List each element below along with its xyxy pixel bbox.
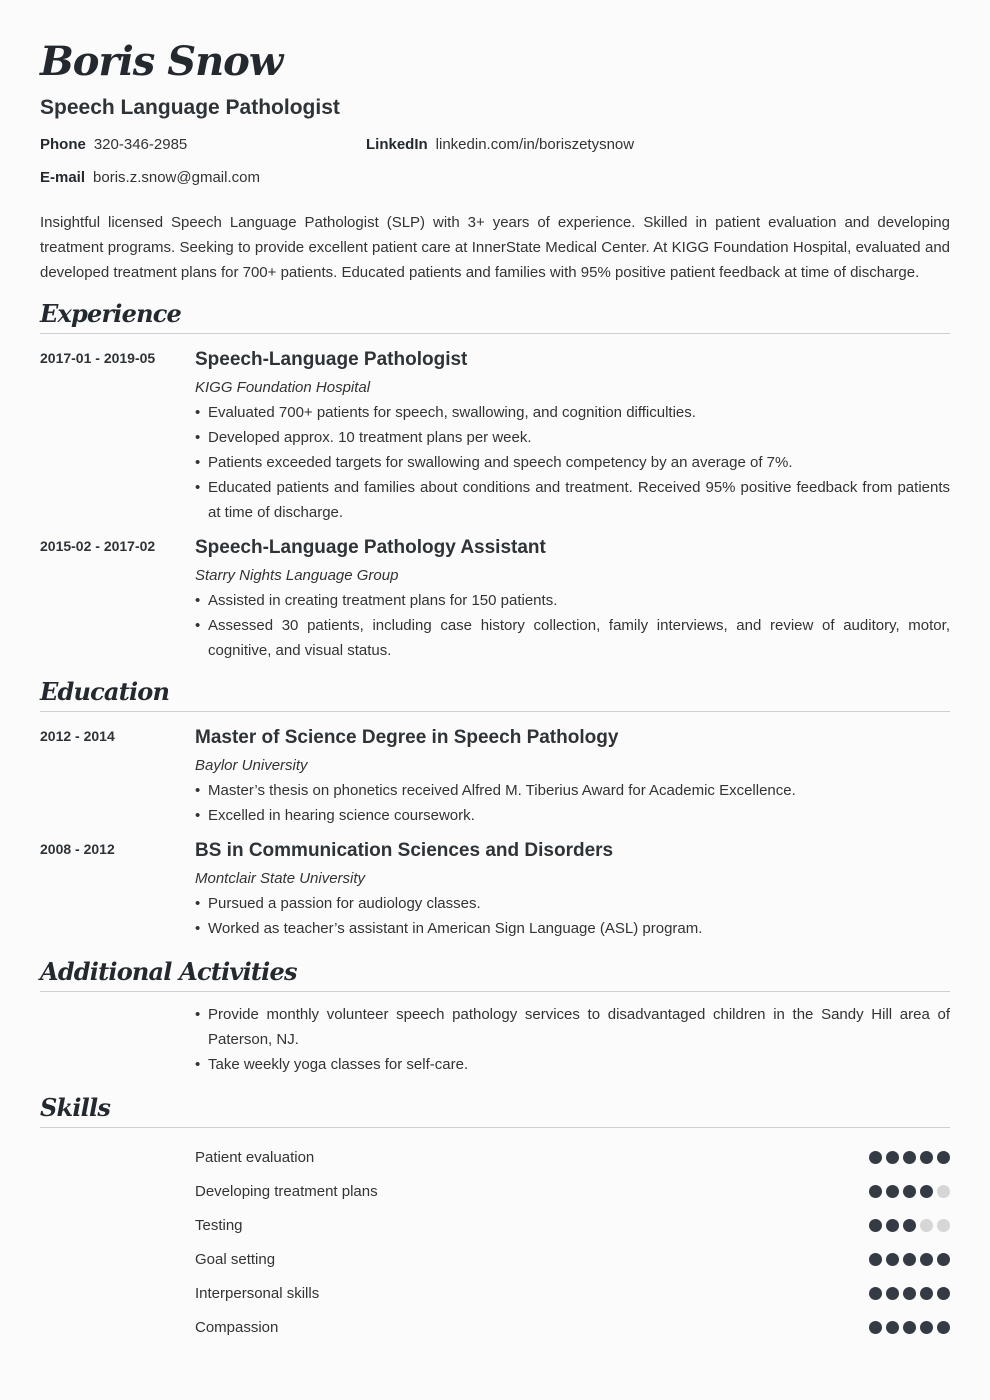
- entry-date: 2017-01 - 2019-05: [40, 350, 156, 366]
- rating-dot-filled: [937, 1151, 950, 1164]
- skill-name: Goal setting: [195, 1250, 276, 1268]
- skill-row: [195, 1208, 950, 1242]
- rating-dot-filled: [903, 1151, 916, 1164]
- bullet-item: • Assisted in creating treatment plans for 150 patients.: [195, 588, 950, 613]
- bullet-item: • Developed approx. 10 treatment plans per week.: [195, 425, 950, 450]
- activities-entry: [40, 1002, 950, 1077]
- entry-date: 2008 - 2012: [40, 841, 115, 857]
- skill-row: [195, 1174, 950, 1208]
- rating-dot-filled: [869, 1321, 882, 1334]
- candidate-name: Boris Snow: [40, 38, 283, 85]
- skill-row: [195, 1242, 950, 1276]
- rating-dot-filled: [886, 1287, 899, 1300]
- skill-name: Testing: [195, 1216, 243, 1234]
- contact-email: [40, 169, 260, 186]
- resume-page: [40, 0, 950, 1344]
- rating-dot-filled: [920, 1185, 933, 1198]
- education-section: [40, 677, 950, 941]
- contact-phone: [40, 136, 187, 153]
- entry-school: Baylor University: [195, 757, 308, 774]
- skill-name: Patient evaluation: [195, 1148, 315, 1166]
- rating-dot-filled: [886, 1219, 899, 1232]
- rating-dot-filled: [903, 1321, 916, 1334]
- job-title: Speech Language Pathologist: [40, 96, 340, 119]
- experience-entry: [40, 346, 950, 525]
- phone-value[interactable]: 320-346-2985: [93, 136, 188, 153]
- section-title-activities: Additional Activities: [40, 957, 297, 986]
- rating-dot-filled: [920, 1321, 933, 1334]
- skill-name: Compassion: [195, 1318, 279, 1336]
- experience-section: [40, 299, 950, 663]
- section-divider: [40, 1127, 950, 1128]
- rating-dot-filled: [937, 1321, 950, 1334]
- bullet-item: • Provide monthly volunteer speech pathology services to disadvantaged children in the Sandy Hill area of Paterson, NJ.: [195, 1002, 950, 1052]
- activities-bullets: [195, 1002, 950, 1077]
- entry-bullets: [195, 588, 950, 663]
- rating-dot-filled: [920, 1151, 933, 1164]
- skill-row: [195, 1310, 950, 1344]
- skill-name: Developing treatment plans: [195, 1182, 378, 1200]
- linkedin-label: LinkedIn: [366, 136, 428, 153]
- entry-organization: Starry Nights Language Group: [195, 567, 399, 584]
- entry-bullets: [195, 891, 950, 941]
- rating-dot-empty: [937, 1219, 950, 1232]
- education-list: [40, 724, 950, 941]
- entry-date: 2015-02 - 2017-02: [40, 538, 156, 554]
- entry-role: Speech-Language Pathology Assistant: [195, 537, 546, 558]
- bullet-item: • Assessed 30 patients, including case history collection, family interviews, and review of auditory, motor, cognitive, and visual status.: [195, 613, 950, 663]
- entry-school: Montclair State University: [195, 870, 366, 887]
- rating-dot-filled: [903, 1287, 916, 1300]
- rating-dot-filled: [903, 1185, 916, 1198]
- rating-dot-filled: [937, 1253, 950, 1266]
- entry-bullets: [195, 400, 950, 525]
- rating-dot-empty: [937, 1185, 950, 1198]
- experience-list: [40, 346, 950, 663]
- skill-rating: [869, 1321, 950, 1334]
- contact-info: [40, 136, 950, 202]
- entry-organization: KIGG Foundation Hospital: [195, 379, 371, 396]
- rating-dot-filled: [886, 1185, 899, 1198]
- bullet-item: • Evaluated 700+ patients for speech, swallowing, and cognition difficulties.: [195, 400, 950, 425]
- skills-list: [40, 1140, 950, 1344]
- rating-dot-filled: [920, 1287, 933, 1300]
- entry-role: Speech-Language Pathologist: [195, 349, 468, 370]
- email-label: E-mail: [40, 169, 86, 186]
- profile-summary: Insightful licensed Speech Language Pathologist (SLP) with 3+ years of experience. Skilled in patient evaluation and developing treatment programs. Seeking to provide excellent patient care at InnerState Medical Center. At KIGG Foundation Hospital, evaluated and developed treatment plans for 700+ patients. Educated patients and families with 95% positive patient feedback at time of discharge.: [40, 214, 950, 281]
- rating-dot-filled: [903, 1219, 916, 1232]
- section-title-experience: Experience: [40, 299, 182, 328]
- rating-dot-filled: [869, 1253, 882, 1266]
- phone-label: Phone: [40, 136, 86, 153]
- contact-linkedin: [366, 136, 634, 153]
- entry-degree: Master of Science Degree in Speech Pathology: [195, 727, 619, 748]
- section-divider: [40, 991, 950, 992]
- section-divider: [40, 711, 950, 712]
- skill-row: [195, 1140, 950, 1174]
- skills-section: [40, 1093, 950, 1344]
- education-entry: [40, 837, 950, 941]
- rating-dot-filled: [869, 1185, 882, 1198]
- skill-rating: [869, 1253, 950, 1266]
- section-title-skills: Skills: [40, 1093, 111, 1122]
- section-title-education: Education: [40, 677, 170, 706]
- bullet-item: • Master’s thesis on phonetics received Alfred M. Tiberius Award for Academic Excellence.: [195, 778, 950, 803]
- rating-dot-empty: [920, 1219, 933, 1232]
- bullet-item: • Pursued a passion for audiology classes.: [195, 891, 950, 916]
- entry-date: 2012 - 2014: [40, 728, 115, 744]
- bullet-item: • Patients exceeded targets for swallowing and speech competency by an average of 7%.: [195, 450, 950, 475]
- rating-dot-filled: [869, 1151, 882, 1164]
- skill-row: [195, 1276, 950, 1310]
- entry-bullets: [195, 778, 950, 828]
- skill-rating: [869, 1287, 950, 1300]
- email-value[interactable]: boris.z.snow@gmail.com: [93, 169, 260, 186]
- section-divider: [40, 333, 950, 334]
- bullet-item: • Excelled in hearing science coursework.: [195, 803, 950, 828]
- bullet-item: • Worked as teacher’s assistant in American Sign Language (ASL) program.: [195, 916, 950, 941]
- rating-dot-filled: [886, 1151, 899, 1164]
- bullet-item: • Educated patients and families about conditions and treatment. Received 95% positive feedback from patients at time of discharge.: [195, 475, 950, 525]
- linkedin-value[interactable]: linkedin.com/in/boriszetysnow: [435, 136, 635, 153]
- rating-dot-filled: [869, 1287, 882, 1300]
- skill-rating: [869, 1185, 950, 1198]
- activities-section: [40, 957, 950, 1077]
- skill-name: Interpersonal skills: [195, 1284, 320, 1302]
- education-entry: [40, 724, 950, 828]
- skill-rating: [869, 1151, 950, 1164]
- entry-degree: BS in Communication Sciences and Disorders: [195, 840, 614, 861]
- rating-dot-filled: [886, 1253, 899, 1266]
- skill-rating: [869, 1219, 950, 1232]
- bullet-item: • Take weekly yoga classes for self-care.: [195, 1052, 950, 1077]
- rating-dot-filled: [937, 1287, 950, 1300]
- rating-dot-filled: [886, 1321, 899, 1334]
- rating-dot-filled: [920, 1253, 933, 1266]
- rating-dot-filled: [903, 1253, 916, 1266]
- experience-entry: [40, 534, 950, 663]
- rating-dot-filled: [869, 1219, 882, 1232]
